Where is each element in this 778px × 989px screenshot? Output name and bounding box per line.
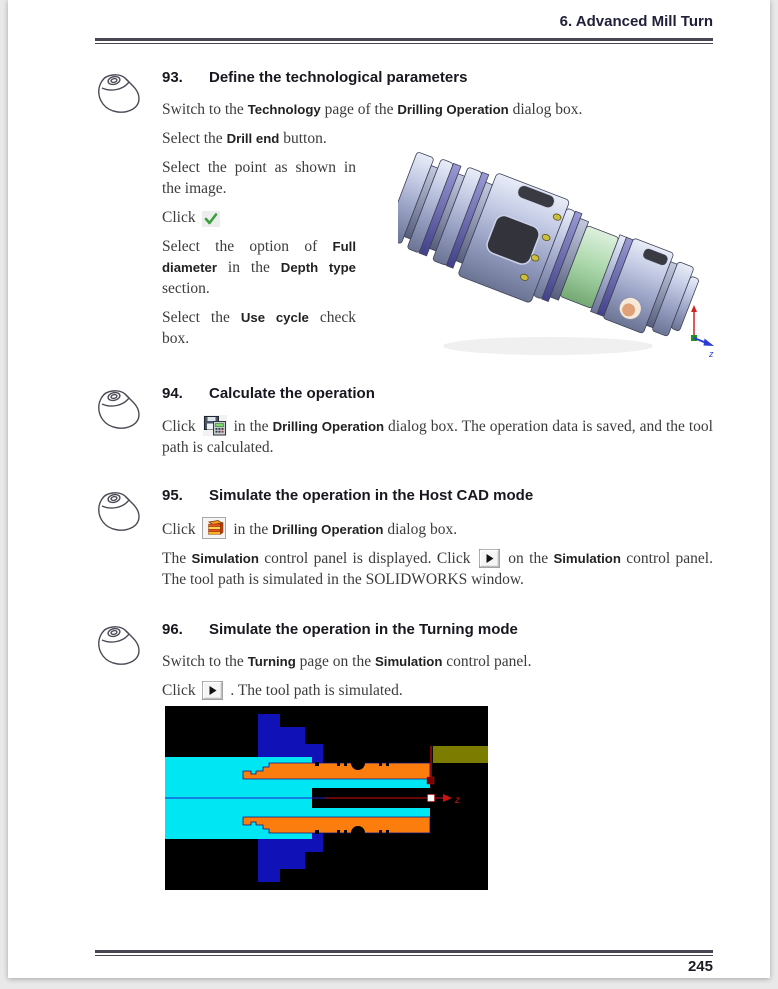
text-run: section.: [162, 280, 210, 297]
text-run: Select the: [162, 309, 241, 326]
text-run: button.: [279, 130, 327, 147]
text-run: dialog box.: [508, 101, 583, 118]
text-run: in the: [216, 259, 281, 276]
text-run: Select the: [162, 130, 227, 147]
mouse-icon: [93, 70, 143, 116]
step-title: Simulate the operation in the Turning mode: [209, 621, 518, 638]
step-94: [95, 384, 713, 458]
text-run: control panel. The tool path is simulated in the SOLIDWORKS window.: [162, 550, 713, 588]
text-run: Switch to the: [162, 653, 248, 670]
step-heading: [162, 68, 713, 88]
text-run: check box.: [162, 309, 356, 347]
chapter-header: 6. Advanced Mill Turn: [559, 13, 713, 30]
paragraph: [162, 548, 713, 590]
simulate-icon: [202, 517, 226, 539]
header-rule: [95, 38, 713, 44]
footer-rule: [95, 950, 713, 956]
cad-axis-label: z: [709, 349, 714, 359]
mouse-icon: [93, 622, 143, 668]
mouse-icon: [93, 386, 143, 432]
text-run: control panel.: [442, 653, 532, 670]
text-run: Select the option of: [162, 238, 333, 255]
paragraph: [162, 517, 713, 540]
text-run: on the: [502, 550, 554, 567]
text-run: dialog box.: [383, 521, 458, 538]
step-title: Calculate the operation: [209, 385, 375, 402]
ui-term: Simulation: [191, 551, 259, 566]
ui-term: Technology: [247, 102, 321, 117]
page-number: 245: [687, 958, 713, 975]
ui-term: Simulation: [374, 654, 443, 669]
step-93: [95, 68, 714, 359]
step-number: 95.: [162, 487, 183, 504]
paragraph: [162, 651, 713, 672]
save-calculate-icon: [203, 415, 227, 436]
ui-term: Drilling Operation: [272, 419, 385, 434]
mouse-icon: [93, 488, 143, 534]
text-run: Click: [162, 209, 200, 226]
cad-model-image: [398, 138, 716, 372]
step-number: 96.: [162, 621, 183, 638]
ui-term: Depth type: [280, 260, 356, 275]
text-run: in the: [229, 418, 273, 435]
ui-term: Drill end: [226, 131, 280, 146]
play-icon: [202, 681, 223, 700]
paragraph: [162, 99, 713, 120]
ui-term: Turning: [247, 654, 296, 669]
step-number: 94.: [162, 385, 183, 402]
text-run: Click: [162, 521, 200, 538]
ui-term: Simulation: [553, 551, 621, 566]
play-icon: [479, 549, 500, 568]
text-run: dialog box. The operation data is saved, and the tool path is calculated.: [162, 418, 713, 456]
ui-term: Drilling Operation: [397, 102, 509, 117]
text-run: Click: [162, 682, 200, 699]
paragraph: [162, 207, 356, 228]
step-number: 93.: [162, 69, 183, 86]
text-run: Click: [162, 418, 200, 435]
step-heading: [162, 620, 713, 640]
text-run: Select the point as shown in the image.: [162, 159, 356, 197]
paragraph: [162, 157, 356, 199]
text-run: control panel is displayed. Click: [258, 550, 476, 567]
step-title: Simulate the operation in the Host CAD mode: [209, 487, 534, 504]
paragraph: [162, 680, 713, 701]
text-run: Switch to the: [162, 101, 248, 118]
text-run: in the: [229, 521, 273, 538]
ui-term: Full diameter: [162, 239, 356, 275]
step-heading: [162, 486, 713, 506]
paragraph: [162, 236, 356, 299]
document-page: [8, 0, 770, 978]
ui-term: Drilling Operation: [272, 522, 384, 537]
ui-term: Use cycle: [240, 310, 309, 325]
text-run: The: [162, 550, 192, 567]
text-run: . The tool path is simulated.: [226, 682, 403, 699]
step-heading: [162, 384, 713, 404]
text-run: page on the: [295, 653, 375, 670]
sim-axis-label: z: [455, 795, 460, 806]
accept-icon: [202, 211, 220, 227]
step-96: [95, 620, 713, 701]
paragraph: [162, 307, 356, 349]
paragraph: [162, 415, 713, 458]
tool-block: [433, 746, 488, 763]
text-run: page of the: [320, 101, 398, 118]
step-title: Define the technological parameters: [209, 69, 468, 86]
step-95: [95, 486, 713, 590]
turning-simulation-image: [165, 706, 488, 890]
